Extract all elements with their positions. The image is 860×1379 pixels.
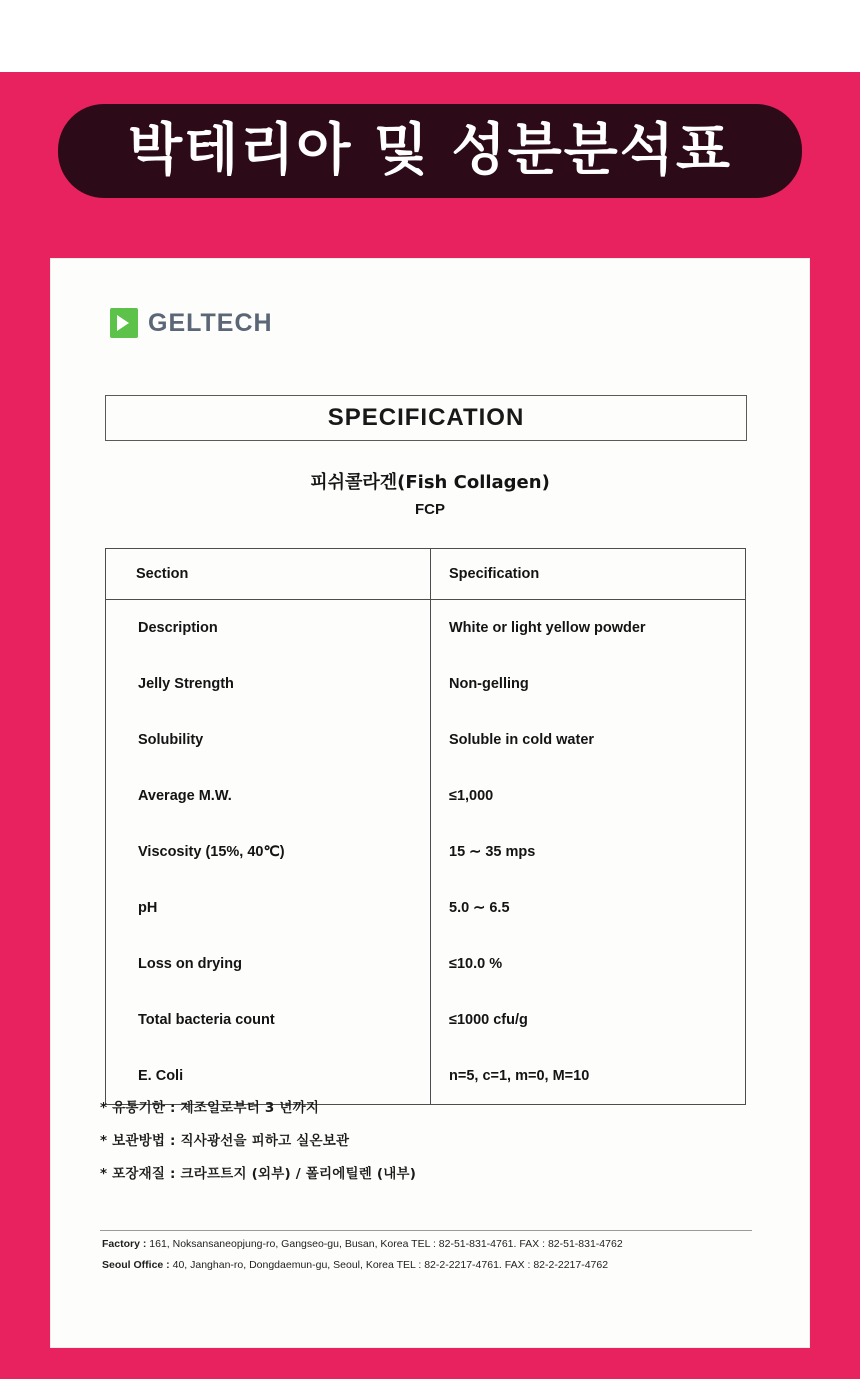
table-row bbox=[106, 992, 746, 1048]
cell-specification: n=5, c=1, m=0, M=10 bbox=[431, 1048, 746, 1105]
note-shelf-life: * 유통기한 : 제조일로부터 3 년까지 bbox=[100, 1100, 320, 1116]
product-name: 피쉬콜라겐(Fish Collagen) bbox=[310, 472, 550, 493]
footer-seoul-office-line bbox=[102, 1259, 772, 1271]
cell-section: E. Coli bbox=[106, 1048, 431, 1105]
cell-specification: Soluble in cold water bbox=[431, 712, 746, 768]
cell-section: Loss on drying bbox=[106, 936, 431, 992]
footer-section bbox=[102, 1238, 772, 1280]
cell-section: Average M.W. bbox=[106, 768, 431, 824]
cell-section: Solubility bbox=[106, 712, 431, 768]
notes-section bbox=[100, 1096, 760, 1195]
table-row bbox=[106, 656, 746, 712]
table-row bbox=[106, 768, 746, 824]
table-header-section: Section bbox=[106, 549, 431, 600]
cell-specification: ≤1,000 bbox=[431, 768, 746, 824]
table-row bbox=[106, 824, 746, 880]
table-row bbox=[106, 600, 746, 657]
specification-sheet bbox=[50, 258, 810, 1348]
product-code: FCP bbox=[415, 501, 445, 518]
table-row bbox=[106, 712, 746, 768]
company-logo bbox=[110, 308, 273, 338]
table-row bbox=[106, 880, 746, 936]
cell-section: pH bbox=[106, 880, 431, 936]
company-logo-text: GELTECH bbox=[148, 308, 273, 337]
cell-section: Jelly Strength bbox=[106, 656, 431, 712]
footer-seoul-office-value: 40, Janghan-ro, Dongdaemun-gu, Seoul, Korea TEL : 82-2-2217-4761. FAX : 82-2-2217-4762 bbox=[172, 1259, 609, 1271]
table-row bbox=[106, 936, 746, 992]
cell-specification: White or light yellow powder bbox=[431, 600, 746, 657]
note-storage-method: * 보관방법 : 직사광선을 피하고 실온보관 bbox=[100, 1133, 350, 1149]
cell-specification: ≤1000 cfu/g bbox=[431, 992, 746, 1048]
table-header-row bbox=[106, 549, 746, 600]
cell-specification: Non-gelling bbox=[431, 656, 746, 712]
footer-factory-value: 161, Noksansaneopjung-ro, Gangseo-gu, Busan, Korea TEL : 82-51-831-4761. FAX : 82-51-831-4762 bbox=[149, 1238, 623, 1250]
cell-specification: 5.0 ∼ 6.5 bbox=[431, 880, 746, 936]
footer-divider bbox=[100, 1230, 752, 1231]
cell-section: Description bbox=[106, 600, 431, 657]
note-packaging-material: * 포장재질 : 크라프트지 (외부) / 폴리에틸렌 (내부) bbox=[100, 1166, 417, 1182]
geltech-arrow-logo-icon bbox=[110, 308, 138, 338]
banner-title-text: 박테리아 및 성분분석표 bbox=[128, 118, 732, 183]
footer-factory-line bbox=[102, 1238, 772, 1250]
cell-specification: 15 ∼ 35 mps bbox=[431, 824, 746, 880]
korean-title-banner bbox=[58, 104, 802, 198]
footer-factory-label: Factory : bbox=[102, 1238, 147, 1250]
page-title: SPECIFICATION bbox=[327, 404, 525, 431]
document-title-box bbox=[105, 395, 747, 441]
footer-seoul-office-label: Seoul Office : bbox=[102, 1259, 170, 1271]
table-header-specification: Specification bbox=[431, 549, 746, 600]
specification-table bbox=[105, 548, 746, 1105]
cell-section: Total bacteria count bbox=[106, 992, 431, 1048]
cell-specification: ≤10.0 % bbox=[431, 936, 746, 992]
cell-section: Viscosity (15%, 40℃) bbox=[106, 824, 431, 880]
